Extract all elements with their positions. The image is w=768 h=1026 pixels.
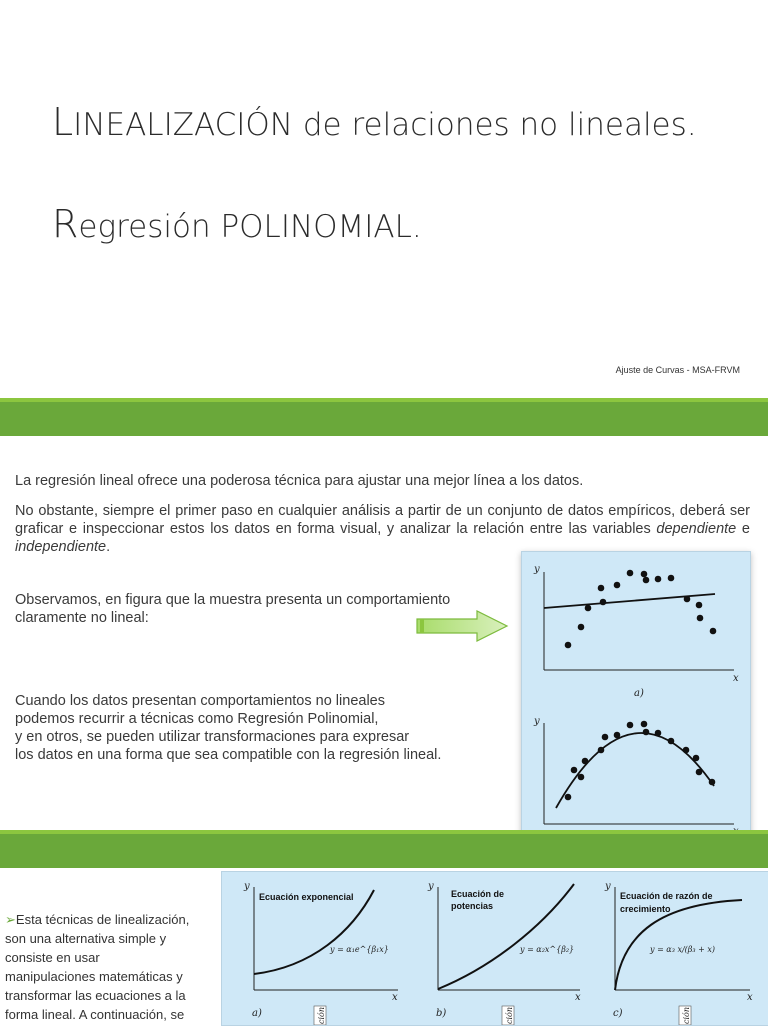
panel-title: potencias: [451, 901, 494, 911]
axis-x-label: x: [575, 992, 581, 1003]
title-initial: L: [52, 100, 74, 144]
panel-exponential: [243, 881, 398, 1025]
panel-a-linear-fit: [533, 564, 739, 699]
term-independiente: independiente: [15, 539, 107, 555]
panel-label: b): [436, 1008, 447, 1019]
paragraph-text: No obstante, siempre el primer paso en cualquier análisis a partir de un conjunto de datos empíricos, deberá ser graficar e inspeccionar estos los datos en forma visual, y analizar la relación entre las variables: [15, 503, 750, 537]
paragraph-observation: [15, 591, 450, 627]
side-label: ción: [505, 1006, 514, 1024]
footer-credit: Ajuste de Curvas - MSA-FRVM: [615, 365, 740, 375]
side-label: ción: [317, 1006, 326, 1024]
text-line: forma lineal. A continuación, se: [5, 1007, 185, 1022]
text-line: y en otros, se pueden utilizar transformaciones para expresar: [15, 729, 410, 745]
title-rest: INEALIZACIÓN de relaciones no lineales.: [73, 107, 697, 143]
axis-y-label: y: [534, 564, 540, 575]
panel-title: Ecuación de razón de: [620, 891, 713, 901]
title-initial: R: [52, 202, 79, 246]
slide-divider-band: [0, 398, 768, 436]
paragraph-text: .: [106, 539, 111, 555]
transformation-figure: [221, 871, 768, 1026]
panel-growth-rate: [604, 881, 753, 1025]
equation: y = α₁e^{β₁x}: [330, 945, 389, 954]
side-label: ción: [682, 1006, 691, 1024]
text-line: manipulaciones matemáticas y: [5, 969, 183, 984]
paragraph-nonlinear: [15, 692, 441, 764]
text-span: Esta técnicas de linealización,: [15, 912, 190, 927]
slide-title-regresion: [52, 202, 422, 246]
axis-y-label: y: [244, 881, 250, 892]
axis-x-label: x: [392, 992, 398, 1003]
panel-label-a: a): [634, 688, 644, 699]
slide-divider-band: [0, 830, 768, 868]
text-line: los datos en una forma que sea compatible con la regresión lineal.: [15, 747, 442, 763]
paragraph-intro: La regresión lineal ofrece una poderosa técnica para ajustar una mejor línea a los datos.: [15, 473, 584, 489]
title-rest: egresión POLINOMIAL.: [78, 209, 422, 245]
text-line: Cuando los datos presentan comportamientos no lineales: [15, 693, 385, 709]
equation: y = α₂x^{β₂}: [520, 945, 575, 954]
text-line: [5, 910, 215, 929]
arrow-right-icon: [415, 609, 511, 643]
panel-label: c): [613, 1008, 623, 1019]
paragraph-text: e: [736, 521, 750, 537]
panel-title: crecimiento: [620, 904, 671, 914]
axis-x-label: x: [747, 992, 753, 1003]
panel-title: Ecuación exponencial: [259, 892, 354, 902]
text-line: consiste en usar: [5, 950, 100, 965]
bullet-arrow-icon: ➢: [5, 912, 16, 927]
text-line: transformar las ecuaciones a la: [5, 988, 186, 1003]
panel-label: a): [252, 1008, 262, 1019]
axis-y-label: y: [428, 881, 434, 892]
text-line: Observamos, en figura que la muestra presenta un comportamiento: [15, 592, 451, 608]
equation: y = α₃ x/(β₃ + x): [650, 945, 716, 954]
axis-y-label: y: [605, 881, 611, 892]
text-line: son una alternativa simple y: [5, 931, 167, 946]
text-line: podemos recurrir a técnicas como Regresión Polinomial,: [15, 711, 379, 727]
panel-power: [427, 881, 581, 1025]
slide-title-linealizacion: [52, 100, 697, 144]
panel-title: Ecuación de: [451, 889, 505, 899]
term-dependiente: dependiente: [656, 521, 737, 537]
text-line: claramente no lineal:: [15, 610, 149, 626]
axis-x-label: x: [733, 673, 739, 684]
scatter-figure: [521, 551, 751, 857]
paragraph-analysis: [15, 502, 750, 556]
axis-y-label: y: [534, 716, 540, 727]
paragraph-linearization: [5, 910, 215, 1024]
